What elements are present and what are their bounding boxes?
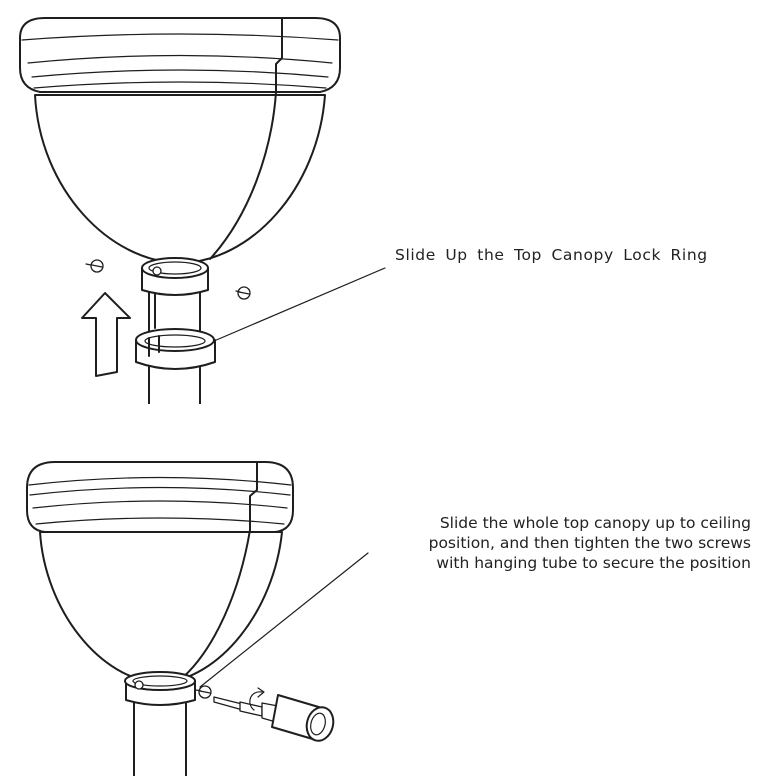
step-2-caption-line: Slide the whole top canopy up to ceiling (439, 514, 751, 532)
up-arrow-icon (82, 293, 130, 376)
step-1-caption: Slide Up the Top Canopy Lock Ring (395, 246, 708, 264)
step-1-illustration (0, 18, 385, 416)
step-2-caption-line: with hanging tube to secure the position (436, 554, 751, 572)
step-2-caption (389, 513, 751, 573)
step-2-caption-line: position, and then tighten the two screws (428, 534, 751, 552)
step-2-illustration (0, 462, 368, 779)
top-canopy (20, 18, 340, 263)
canopy-collar-installed (125, 672, 195, 705)
canopy-collar (142, 258, 208, 295)
lock-ring (136, 329, 215, 369)
screw-tightening (196, 686, 211, 698)
leader-line-1 (214, 268, 385, 341)
screw-right (236, 287, 250, 299)
screwdriver-icon (214, 688, 337, 744)
screw-left (86, 260, 103, 272)
top-canopy-installed (27, 462, 293, 683)
